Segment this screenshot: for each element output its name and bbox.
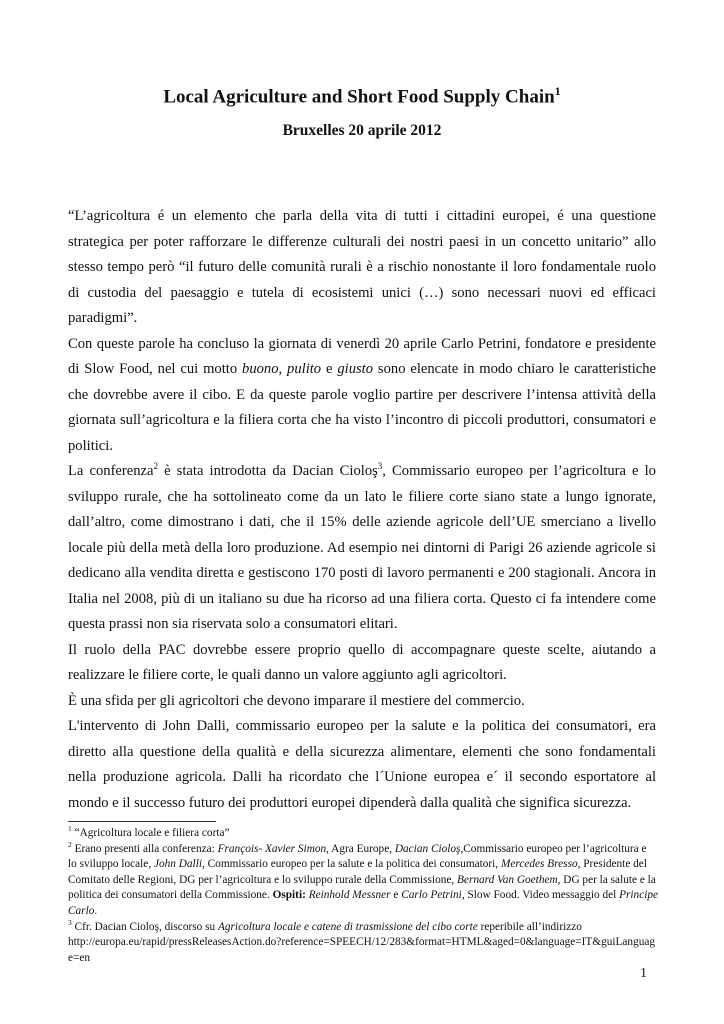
italic-name: John Dalli <box>153 858 202 871</box>
italic-name: Dacian Cioloş <box>394 842 461 855</box>
italic-name: Bernard Van Goethem <box>457 873 558 886</box>
text-span: e <box>321 361 338 377</box>
text-span: , Presidente del Comitato delle Regioni, DG per l’agricoltura e lo sviluppo rurale della Commissione, <box>68 858 647 886</box>
paragraph-sfida: È una sfida per gli agricoltori che devono imparare il mestiere del commercio. <box>68 692 525 709</box>
paragraph-petrini <box>68 332 656 460</box>
bold-ospiti: Ospiti: <box>272 889 306 902</box>
page-number: 1 <box>640 966 647 981</box>
text-span: , <box>278 361 288 377</box>
footnote-number: 1 <box>68 824 72 834</box>
text-span: , Commissario europeo per l’agricoltura e lo sviluppo rurale, che ha sottolineato come da un lato le filiere corte siano state a lungo ignorate, dall’altro, come dimostrano i dati, che il 15% delle aziende agricole dell’UE smerciano a livello locale più della metà della loro produzione. Ad esempio nei dintorni di Parigi 26 aziende agricole si dedicano alla vendita diretta e gestiscono 170 posti di lavoro permanenti e 200 stagionali. Ancora in Italia nel 2008, più di un italiano su due ha ricorso ad una filiera corta. Questo ci fa intendere come questa prassi non sia riservata solo a consumatori elitari. <box>68 463 656 632</box>
italic-pulito: pulito <box>287 361 322 377</box>
footnote-text: “Agricoltura locale e filiera corta” <box>71 827 230 839</box>
footnote-separator <box>68 821 216 822</box>
document-subtitle: Bruxelles 20 aprile 2012 <box>282 122 442 139</box>
text-span: Erano presenti alla conferenza: <box>71 842 218 855</box>
text-span: Cfr. Dacian Cioloş, discorso su <box>71 920 218 933</box>
document-title <box>0 84 724 108</box>
footnotes <box>68 826 658 966</box>
footnote-1 <box>68 826 658 842</box>
text-span: , DG per la salute e la politica dei consumatori della Commissione. <box>68 873 656 902</box>
italic-buono: buono <box>242 361 279 377</box>
footnote-3 <box>68 917 658 967</box>
text-span: sono elencate in modo chiaro le caratteristiche che dovrebbe avere il cibo. E da queste parole voglio partire per descrivere l’intensa attività della giornata sull’agricoltura e la filiera corta che ha visto l’incontro di piccoli produttori, consumatori e politici. <box>68 361 657 454</box>
italic-name: François- Xavier Simon <box>217 842 327 855</box>
text-span: è stata introdotta da Dacian Cioloş <box>158 463 378 479</box>
footnote-number: 3 <box>68 917 72 927</box>
text-span: . <box>94 904 98 917</box>
paragraph-conferenza <box>68 459 656 638</box>
italic-name: Principe Carlo <box>68 889 659 917</box>
italic-giusto: giusto <box>337 361 374 377</box>
footnote-ref-3: 3 <box>377 461 383 472</box>
italic-title: Agricoltura locale e catene di trasmissione del cibo corte <box>217 920 478 933</box>
text-span: ,Commissario europeo per l’agricoltura e lo sviluppo locale, <box>68 842 647 871</box>
text-span: e <box>390 889 402 902</box>
paragraph-quote: “L’agricoltura é un elemento che parla della vita di tutti i cittadini europei, é una questione strategica per poter rafforzare le differenze culturali dei nostri paesi in un concetto unitario” allo stesso tempo però “il futuro delle comunità rurali è a rischio nonostante il loro fondamentale ruolo di custodia del paesaggio e tutela di ecosistemi unici (…) sono necessari nuovi ed efficaci paradigmi”. <box>68 208 656 326</box>
text-span: La conferenza <box>68 463 154 479</box>
text-span: Con queste parole ha concluso la giornata di venerdì 20 aprile Carlo Petrini, fondatore e presidente di Slow Food, nel cui motto <box>68 335 656 377</box>
title-text: Local Agriculture and Short Food Supply Chain <box>163 86 555 108</box>
paragraph-pac: Il ruolo della PAC dovrebbe essere proprio quello di accompagnare queste scelte, aiutando a realizzare le filiere corte, le quali danno un valore aggiunto agli agricoltori. <box>68 641 656 683</box>
footnote-ref-2: 2 <box>153 461 158 472</box>
italic-name: Mercedes Bresso <box>500 858 578 871</box>
text-span: , Slow Food. Video messaggio del <box>461 889 620 902</box>
footnote-ref-1: 1 <box>554 84 561 98</box>
text-span: reperibile all’indirizzo <box>477 920 582 933</box>
reference-url[interactable]: http://europa.eu/rapid/pressReleasesAction.do?reference=SPEECH/12/283&format=HTML&aged=0&language=IT&guiLanguage=en <box>68 936 656 964</box>
italic-name: Carlo Petrini <box>401 889 462 902</box>
paragraph-dalli: L'intervento di John Dalli, commissario europeo per la salute e la politica dei consumatori, era diretto alla questione della qualità e della sicurezza alimentare, elementi che sono fondamentali nella produzione agricola. Dalli ha ricordato che l´Unione europea e´ il secondo esportatore al mondo e il successo futuro dei produttori europei dipenderà dalla qualità che significa sicurezza. <box>68 718 656 811</box>
text-span: , Agra Europe, <box>326 842 395 855</box>
body-text <box>68 204 656 816</box>
footnote-number: 2 <box>68 839 72 849</box>
text-span: , Commissario europeo per la salute e la politica dei consumatori, <box>201 858 501 871</box>
footnote-2 <box>68 839 659 920</box>
italic-name: Reinhold Messner <box>308 889 391 902</box>
